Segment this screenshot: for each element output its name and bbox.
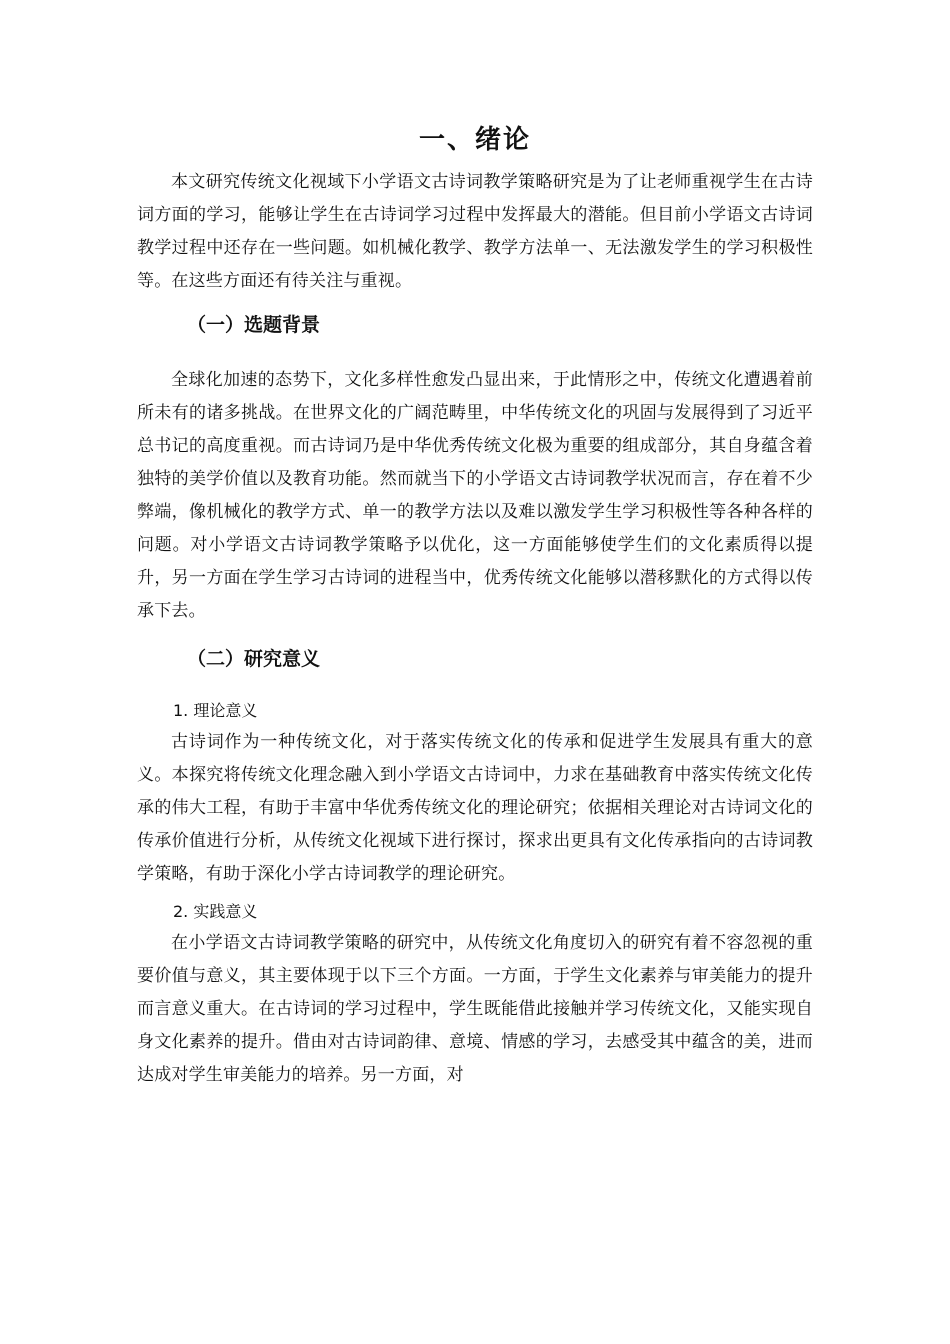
- theoretical-paragraph: 古诗词作为一种传统文化，对于落实传统文化的传承和促进学生发展具有重大的意义。本探究将传统文化理念融入到小学语文古诗词中，力求在基础教育中落实传统文化传承的伟大工程，有助于丰富中华优秀传统文化的理论研究；依据相关理论对古诗词文化的传承价值进行分析，从传统文化视域下进行探讨，探求出更具有文化传承指向的古诗词教学策略，有助于深化小学古诗词教学的理论研究。: [137, 732, 813, 884]
- background-paragraph: 全球化加速的态势下，文化多样性愈发凸显出来，于此情形之中，传统文化遭遇着前所未有的诸多挑战。在世界文化的广阔范畴里，中华传统文化的巩固与发展得到了习近平总书记的高度重视。而古诗词乃是中华优秀传统文化极为重要的组成部分，其自身蕴含着独特的美学价值以及教育功能。然而就当下的小学语文古诗词教学状况而言，存在着不少弊端，像机械化的教学方式、单一的教学方法以及难以激发学生学习积极性等各种各样的问题。对小学语文古诗词教学策略予以优化，这一方面能够使学生们的文化素质得以提升，另一方面在学生学习古诗词的进程当中，优秀传统文化能够以潜移默化的方式得以传承下去。: [137, 370, 813, 621]
- section-title-significance: （二）研究意义: [187, 648, 321, 670]
- chapter-title: 一、绪论: [418, 125, 531, 155]
- subsection-title-theoretical: 1. 理论意义: [173, 701, 258, 720]
- intro-paragraph: 本文研究传统文化视域下小学语文古诗词教学策略研究是为了让老师重视学生在古诗词方面的学习，能够让学生在古诗词学习过程中发挥最大的潜能。但目前小学语文古诗词教学过程中还存在一些问题。如机械化教学、教学方法单一、无法激发学生的学习积极性等。在这些方面还有待关注与重视。: [137, 172, 813, 291]
- document-page: [137, 118, 813, 1092]
- subsection-title-practical: 2. 实践意义: [173, 902, 258, 921]
- section-title-background: （一）选题背景: [187, 314, 321, 336]
- practical-paragraph: 在小学语文古诗词教学策略的研究中，从传统文化角度切入的研究有着不容忽视的重要价值与意义，其主要体现于以下三个方面。一方面，于学生文化素养与审美能力的提升而言意义重大。在古诗词的学习过程中，学生既能借此接触并学习传统文化，又能实现自身文化素养的提升。借由对古诗词韵律、意境、情感的学习，去感受其中蕴含的美，进而达成对学生审美能力的培养。另一方面，对: [137, 933, 813, 1085]
